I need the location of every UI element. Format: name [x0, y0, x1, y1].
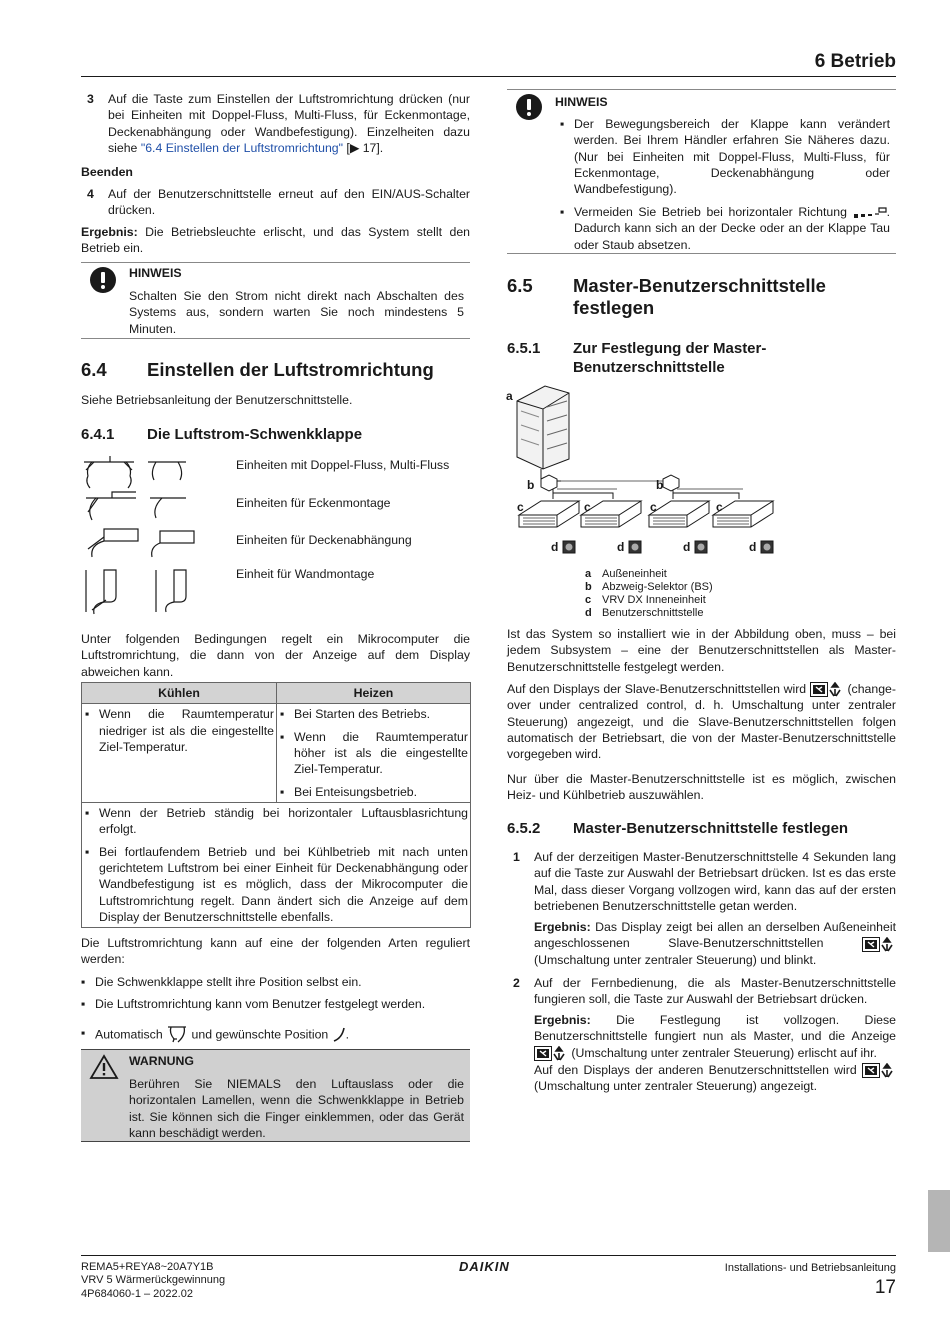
result-body: Die Festlegung ist vollzogen. Diese Benutzerschnittstelle fungiert nun als Master, und die Anzeige	[534, 1013, 896, 1044]
wall-mounted-flap-diagram	[82, 566, 192, 620]
legend-value: Benutzerschnittstelle	[602, 606, 704, 619]
list-item: ▪ Vermeiden Sie Betrieb bei horizontaler Richtung . Dadurch kann sich an der Decke oder an der Klappe Tau oder Staub absetzen.	[560, 205, 890, 252]
footer-doc-number: 4P684060-1 – 2022.02	[81, 1287, 193, 1300]
result-text	[534, 1062, 896, 1095]
list-item-text: Der Bewegungsbereich der Klappe kann verändert werden. Bei Ihrem Händler erfahren Sie Näheres dazu. (Nur bei Einheiten mit Doppel-Fluss, Multi-Fluss, für Eckenmontage, Deckenabhängung oder Wandbefestigung).	[574, 117, 890, 197]
legend-value: Außeneinheit	[602, 568, 667, 580]
heating-condition: Bei Starten des Betriebs.	[294, 707, 431, 722]
legend-value: Abzweig-Selektor (BS)	[602, 580, 713, 593]
footer-rule	[81, 1255, 896, 1256]
notice-rule-top	[507, 89, 896, 90]
flap-type-label: Einheiten mit Doppel-Fluss, Multi-Fluss	[236, 458, 450, 472]
step-2	[507, 975, 896, 1008]
notice-title: HINWEIS	[555, 95, 608, 109]
legend-value: VRV DX Inneneinheit	[602, 593, 706, 606]
list-item: ▪ Die Luftstromrichtung kann vom Benutzer festgelegt werden.	[81, 996, 470, 1012]
page-number: 17	[874, 1277, 896, 1298]
result-body: (Umschaltung unter zentraler Steuerung) angezeigt.	[534, 1079, 817, 1094]
table-cell: ▪ Bei Starten des Betriebs. ▪ Wenn die Raumtemperatur höher ist als die eingestellte Ziel-Temperatur. ▪ Bei Enteisungsbetrieb.	[277, 704, 471, 803]
side-tab	[928, 1190, 950, 1252]
list-item-text: . Dadurch kann sich an der Decke oder an der Klappe Tau oder Staub absetzen.	[574, 205, 890, 252]
section-number: 6.5.2	[507, 820, 541, 837]
paragraph: Nur über die Master-Benutzerschnittstelle ist es möglich, zwischen Heiz- und Kühlbetrieb auszuwählen.	[507, 772, 896, 803]
result-body: Das Display zeigt bei allen an derselben Außeneinheit angeschlossenen Slave-Benutzerschnittstellen	[534, 920, 896, 951]
common-condition: Bei fortlaufendem Betrieb und bei Kühlbetrieb mit nach unten gerichtetem Luftstrom bei einer Einheit für Deckenabhängung oder Wandbefestigung ist es möglich, dass der Mikrocomputer die Luftstromrichtung regelt. Dann ändert sich die Anzeige auf dem Display der Benutzerschnittstelle ebenfalls.	[99, 844, 468, 925]
footer-doc-type: Installations- und Betriebsanleitung	[724, 1262, 896, 1274]
fixed-position-icon	[332, 1026, 346, 1044]
diagram-label-d: d	[617, 540, 625, 554]
conditions-intro: Unter folgenden Bedingungen regelt ein Mikrocomputer die Luftstromrichtung, die dann von der Anzeige auf dem Display abweichen kann.	[81, 632, 470, 679]
diagram-label-b: b	[527, 478, 535, 492]
legend-key: b	[585, 580, 592, 593]
legend-item	[585, 607, 713, 620]
result-text	[534, 1012, 896, 1061]
diagram-label-b: b	[656, 478, 664, 492]
notice-rule-top	[81, 262, 470, 263]
section-title: Zur Festlegung der Master-Benutzerschnittstelle	[573, 340, 767, 376]
step-number: 1	[513, 850, 520, 864]
step-4	[81, 186, 470, 219]
step-text-part: [▶ 17].	[343, 141, 384, 156]
step-text: Auf der Fernbedienung, die als Master-Benutzerschnittstelle fungieren soll, die Taste zur Auswahl der Betriebsart drücken.	[534, 976, 896, 1007]
step-3	[81, 91, 470, 156]
diagram-label-a: a	[506, 389, 513, 403]
table-cell: ▪ Wenn die Raumtemperatur niedriger ist als die eingestellte Ziel-Temperatur.	[82, 704, 277, 803]
result-text	[81, 224, 470, 257]
warning-icon	[89, 1054, 119, 1084]
header-rule	[81, 76, 896, 77]
section-6-4-1-heading	[81, 426, 470, 445]
system-diagram	[505, 381, 785, 561]
legend-key: d	[585, 606, 592, 619]
footer-product: VRV 5 Wärmerückgewinnung	[81, 1274, 226, 1287]
step-text: Auf der Benutzerschnittstelle erneut auf den EIN/AUS-Schalter drücken.	[108, 187, 470, 218]
centralized-changeover-icon	[810, 682, 844, 697]
legend-key: a	[585, 568, 592, 580]
step-number: 2	[513, 976, 520, 990]
chapter-title: 6 Betrieb	[814, 51, 896, 72]
regulation-intro: Die Luftstromrichtung kann auf eine der folgenden Arten reguliert werden:	[81, 936, 470, 967]
list-item: ▪ Die Schwenkklappe stellt ihre Position selbst ein.	[81, 974, 470, 990]
diagram-label-d: d	[683, 540, 691, 554]
diagram-legend	[585, 568, 713, 620]
footer-info	[81, 1261, 225, 1301]
diagram-label-d: d	[551, 540, 559, 554]
diagram-label-c: c	[716, 500, 723, 514]
ceiling-suspended-flap-diagram	[82, 527, 197, 565]
legend-item	[585, 594, 713, 607]
centralized-changeover-icon	[862, 937, 896, 952]
section-6-5-1-heading	[507, 340, 896, 378]
step-text	[108, 91, 470, 156]
paragraph-part: Auf den Displays der Slave-Benutzerschnittstellen wird	[507, 682, 807, 696]
result-body: Die Betriebsleuchte erlischt, und das System stellt den Betrieb ein.	[81, 225, 470, 256]
corner-flap-diagram	[82, 490, 192, 530]
section-6-5-2-heading	[507, 820, 896, 839]
result-label: Ergebnis:	[534, 1013, 591, 1027]
section-number: 6.4	[81, 359, 107, 380]
table-header-cooling: Kühlen	[82, 683, 277, 704]
paragraph: Ist das System so installiert wie in der Abbildung oben, muss – bei jedem Subsystem – eine der Benutzerschnittstellen als Master-Benutzerschnittstelle festgelegt werden.	[507, 627, 896, 674]
list-item: ▪ Der Bewegungsbereich der Klappe kann verändert werden. Bei Ihrem Händler erfahren Sie Näheres dazu. (Nur bei Einheiten mit Doppel-Fluss, Multi-Fluss, für Eckenmontage, Deckenabhängung oder Wandbefestigung).	[560, 117, 890, 197]
section-number: 6.4.1	[81, 426, 115, 443]
section-6-5-heading	[507, 275, 896, 319]
step-text: Auf der derzeitigen Master-Benutzerschnittstelle 4 Sekunden lang auf die Taste zur Auswahl der Betriebsart drücken. Ist es das erste Mal, dass dieser Vorgang vollzogen wird, kann das auf der ersten betriebenen Benutzerschnittstelle getan werden.	[534, 850, 896, 914]
section-title: Die Luftstrom-Schwenkklappe	[147, 426, 363, 443]
list-item-text: Die Schwenkklappe stellt ihre Position selbst ein.	[95, 975, 362, 989]
conditions-table	[81, 682, 471, 928]
section-number: 6.5	[507, 275, 533, 296]
footer-model: REMA5+REYA8~20A7Y1B	[81, 1261, 214, 1273]
diagram-label-c: c	[517, 500, 524, 514]
section-intro: Siehe Betriebsanleitung der Benutzerschnittstelle.	[81, 393, 353, 407]
notice-title: HINWEIS	[129, 266, 182, 280]
step-number: 4	[87, 187, 94, 201]
notice-text: Schalten Sie den Strom nicht direkt nach Abschalten des Systems aus, sondern warten Sie noch mindestens 5 Minuten.	[129, 289, 464, 336]
section-title: Master-Benutzerschnittstelle festlegen	[573, 275, 826, 319]
daikin-logo: DAIKIN	[459, 1259, 510, 1274]
heating-condition: Bei Enteisungsbetrieb.	[294, 784, 418, 799]
result-label: Ergebnis:	[534, 920, 591, 934]
notice-icon	[89, 266, 117, 298]
paragraph	[507, 681, 896, 763]
cooling-condition: Wenn die Raumtemperatur niedriger ist als die eingestellte Ziel-Temperatur.	[99, 707, 274, 755]
swing-auto-icon	[166, 1025, 188, 1045]
list-item: ▪ Automatisch und gewünschte Position .	[81, 1020, 470, 1045]
result-label: Ergebnis:	[81, 225, 138, 239]
result-body: (Umschaltung unter zentraler Steuerung) erlischt auf ihr.	[571, 1045, 877, 1060]
list-item-text: .	[345, 1027, 350, 1042]
section-link[interactable]: "6.4 Einstellen der Luftstromrichtung"	[140, 141, 343, 156]
table-header-heating: Heizen	[277, 683, 471, 704]
legend-item	[585, 581, 713, 594]
warning-title: WARNUNG	[129, 1054, 194, 1068]
step-number: 3	[87, 92, 94, 106]
paragraph-part: (change-over under centralized control, d. h. Umschaltung unter zentraler Steuerung) angezeigt, und die Slave-Benutzerschnittstellen folgen automatisch der Betriebsart, die von der Master-Benutzerschnittstelle vorgegeben wird.	[507, 682, 896, 762]
table-cell: ▪ Wenn der Betrieb ständig bei horizontaler Luftausblasrichtung erfolgt. ▪ Bei fortlaufendem Betrieb und bei Kühlbetrieb mit nach unten gerichtetem Luftstrom bei einer Einheit für Deckenabhängung oder Wandbefestigung ist es möglich, dass der Mikrocomputer die Luftstromrichtung regelt. Dann ändert sich die Anzeige auf dem Display der Benutzerschnittstelle ebenfalls.	[82, 803, 471, 928]
flap-type-label: Einheiten für Eckenmontage	[236, 496, 391, 510]
list-item-text: und gewünschte Position	[191, 1027, 329, 1042]
section-6-4-heading	[81, 359, 470, 381]
flap-type-label: Einheit für Wandmontage	[236, 567, 375, 581]
list-item-text: Vermeiden Sie Betrieb bei horizontaler Richtung	[574, 205, 847, 219]
result-text	[534, 919, 896, 968]
centralized-changeover-icon	[862, 1063, 896, 1078]
notice-rule-bottom	[81, 338, 470, 339]
warning-text: Berühren Sie NIEMALS den Luftauslass oder die horizontalen Lamellen, wenn die Schwenkklappe in Betrieb ist. Sie können sich die Finger einklemmen, oder das Gerät kann beschädigt werden.	[129, 1077, 464, 1141]
result-body: Auf den Displays der anderen Benutzerschnittstellen wird	[534, 1063, 857, 1077]
flap-type-label: Einheiten für Deckenabhängung	[236, 533, 412, 547]
section-title: Einstellen der Luftstromrichtung	[147, 359, 434, 380]
legend-item	[585, 568, 713, 581]
legend-key: c	[585, 593, 592, 606]
result-body: (Umschaltung unter zentraler Steuerung) und blinkt.	[534, 952, 817, 967]
centralized-changeover-icon	[534, 1046, 568, 1061]
list-item-text: Automatisch	[95, 1027, 163, 1042]
diagram-label-c: c	[584, 500, 591, 514]
notice-icon	[515, 93, 543, 125]
diagram-label-c: c	[650, 500, 657, 514]
list-item-text: Die Luftstromrichtung kann vom Benutzer festgelegt werden.	[95, 997, 426, 1011]
step-text-part: Auf die Taste zum Einstellen der Luftstromrichtung drücken (nur bei Einheiten mit Doppel-Fluss, Multi-Fluss, für Eckenmontage, Deckenabhängung oder Wandbefestigung). Einzelheiten dazu siehe	[108, 92, 470, 156]
common-condition: Wenn der Betrieb ständig bei horizontaler Luftausblasrichtung erfolgt.	[99, 806, 468, 837]
section-title: Master-Benutzerschnittstelle festlegen	[573, 820, 849, 837]
step-1	[507, 849, 896, 914]
horizontal-direction-icon	[853, 206, 887, 220]
notice-rule-bottom	[507, 253, 896, 254]
section-number: 6.5.1	[507, 340, 541, 357]
beenden-heading: Beenden	[81, 165, 133, 179]
heating-condition: Wenn die Raumtemperatur höher ist als die eingestellte Ziel-Temperatur.	[294, 729, 468, 777]
diagram-label-d: d	[749, 540, 757, 554]
